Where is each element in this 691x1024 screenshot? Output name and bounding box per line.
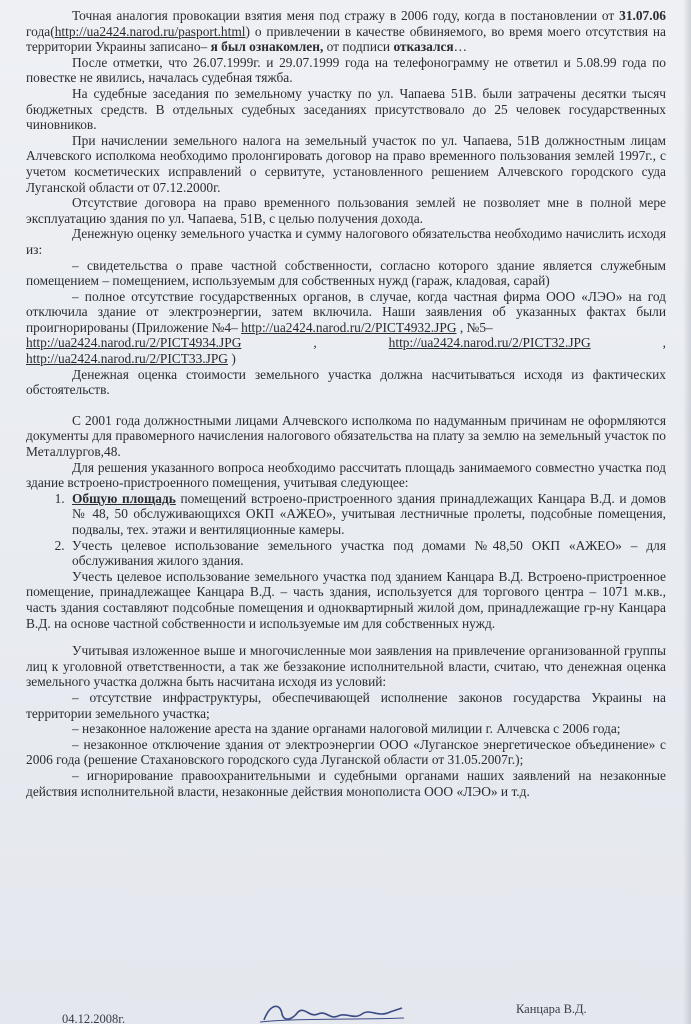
links-line: http://ua2424.narod.ru/2/PICT4934.JPG , http://ua2424.narod.ru/2/PICT32.JPG , [26, 335, 666, 351]
paragraph-8: – полное отсутствие государственных органов, в случае, когда частная фирма ООО «ЛЭО» на год отключила здание от электроэнергии, затем включила. Наши заявления об указанных фактах были проигнорированы (Приложение №4– http://ua2424.narod.ru/2/PICT4932.JPG , №5– [26, 288, 666, 335]
spacer [26, 631, 666, 643]
paragraph-16: – незаконное отключение здания от электроэнергии ООО «Луганское энергетическое объединение» с 2006 года (решение Стахановского городского суда Луганской области от 31.05.2007г.); [26, 736, 666, 768]
list-item: 1. Общую площадь помещений встроено-пристроенного здания принадлежащих Канцара В.Д. и домов № 48, 50 обслуживающихся ОКП «АЖЕО», учитывая лестничные пролеты, подсобные помещения, подвалы, тех. этажи и вентиляционные камеры. [68, 491, 666, 538]
link-pict32[interactable]: http://ua2424.narod.ru/2/PICT32.JPG [388, 335, 591, 351]
paragraph-5: Отсутствие договора на право временного пользования землей не позволяет мне в полной мере эксплуатацию здания по ул. Чапаева, 51В, с целью получения дохода. [26, 195, 666, 226]
document-body [26, 8, 666, 799]
paragraph-7: – свидетельства о праве частной собственности, согласно которого здание является служебным помещением – помещением, используемым для собственных нужд (гараж, кладовая, сарай) [26, 257, 666, 289]
paragraph-6: Денежную оценку земельного участка и сумму налогового обязательства необходимо начислить исходя из: [26, 226, 666, 257]
list-item: 2. Учесть целевое использование земельного участка под домами №48,50 ОКП «АЖЕО» – для обслуживания жилого здания. [68, 538, 666, 569]
paragraph-17: – игнорирование правоохранительными и судебными органами наших заявлений на незаконные действия исполнительной власти, незаконные действия монополиста ООО «ЛЭО» и т.д. [26, 767, 666, 799]
signer-name: Канцара В.Д. [516, 1002, 587, 1016]
paragraph-13: Учитывая изложенное выше и многочисленные мои заявления на привлечение организованной группы лиц к уголовной ответственности, а так же беззаконие исполнительной власти, считаю, что денежная оценка земельного участка должна быть насчитана исходя из условий: [26, 643, 666, 690]
link-pict4932[interactable]: http://ua2424.narod.ru/2/PICT4932.JPG [241, 319, 457, 335]
link-pict33[interactable]: http://ua2424.narod.ru/2/PICT33.JPG [26, 351, 228, 367]
paragraph-15: – незаконное наложение ареста на здание органами налоговой милиции г. Алчевска с 2006 года; [72, 721, 621, 737]
spacer [26, 398, 666, 413]
numbered-list [26, 491, 666, 569]
paragraph-3: На судебные заседания по земельному участку по ул. Чапаева 51В. были затрачены десятки тысяч бюджетных средств. В отдельных судебных заседаниях присутствовало до 25 человек государственных чиновников. [26, 85, 666, 133]
handwritten-signature [258, 998, 408, 1024]
paragraph-11: Для решения указанного вопроса необходимо рассчитать площадь занимаемого совместно участка под здание встроено-пристроенного помещения, учитывая следующее: [26, 459, 666, 491]
signature-date: 04.12.2008г. [62, 1012, 126, 1024]
links-line-2: http://ua2424.narod.ru/2/PICT33.JPG ) [26, 351, 236, 367]
link-pasport[interactable]: http://ua2424.narod.ru/pasport.html [54, 23, 246, 39]
paragraph-14: – отсутствие инфраструктуры, обеспечивающей исполнение законов государства Украины на территории земельного участка; [26, 689, 666, 721]
paragraph-10: С 2001 года должностными лицами Алчевского исполкома по надуманным причинам не оформляются документы для правомерного начисления налогового обязательства на плату за землю на земельный участок по Металлургов,48. [26, 412, 666, 460]
paragraph-4: При начислении земельного налога на земельный участок по ул. Чапаева, 51В должностным лицам Алчевского исполкома необходимо пролонгировать договор на право временного пользования землей 1997г., с учетом косметических исправлений о сервитуте, установленного решением Алчевского городского суда Луганской области от 07.12.2000г. [26, 132, 666, 195]
page-edge-shadow [683, 0, 691, 1024]
paragraph-2: После отметки, что 26.07.1999г. и 29.07.1999 года на телефонограмму не ответил и 5.08.99 года по повестке не явились, началась судебная тяжба. [26, 54, 666, 86]
paragraph-12: Учесть целевое использование земельного участка под зданием Канцара В.Д. Встроено-пристроенное помещение, принадлежащее Канцара В.Д. – часть здания, используется для торгового центра – 1071 м.кв., часть здания составляют подсобные помещения и одноквартирный жилой дом, принадлежащие гр-ну Канцара В.Д. на основе частной собственности и используемые им для собственных нужд. [26, 568, 666, 631]
document-footer [0, 996, 691, 1024]
date-bold: 31.07.06 [619, 8, 666, 23]
paragraph-9: Денежная оценка стоимости земельного участка должна насчитываться исходя из фактических обстоятельств. [26, 366, 666, 398]
link-pict4934[interactable]: http://ua2424.narod.ru/2/PICT4934.JPG [26, 335, 242, 351]
paragraph-1: Точная аналогия провокации взятия меня под стражу в 2006 году, когда в постановлении от 31.07.06 года(http://ua2424.narod.ru/pasport.html) о привлечении в качестве обвиняемого, во время моего отсутствия на территории Украины записано– я был ознакомлен, от подписи отказался… [26, 8, 666, 55]
